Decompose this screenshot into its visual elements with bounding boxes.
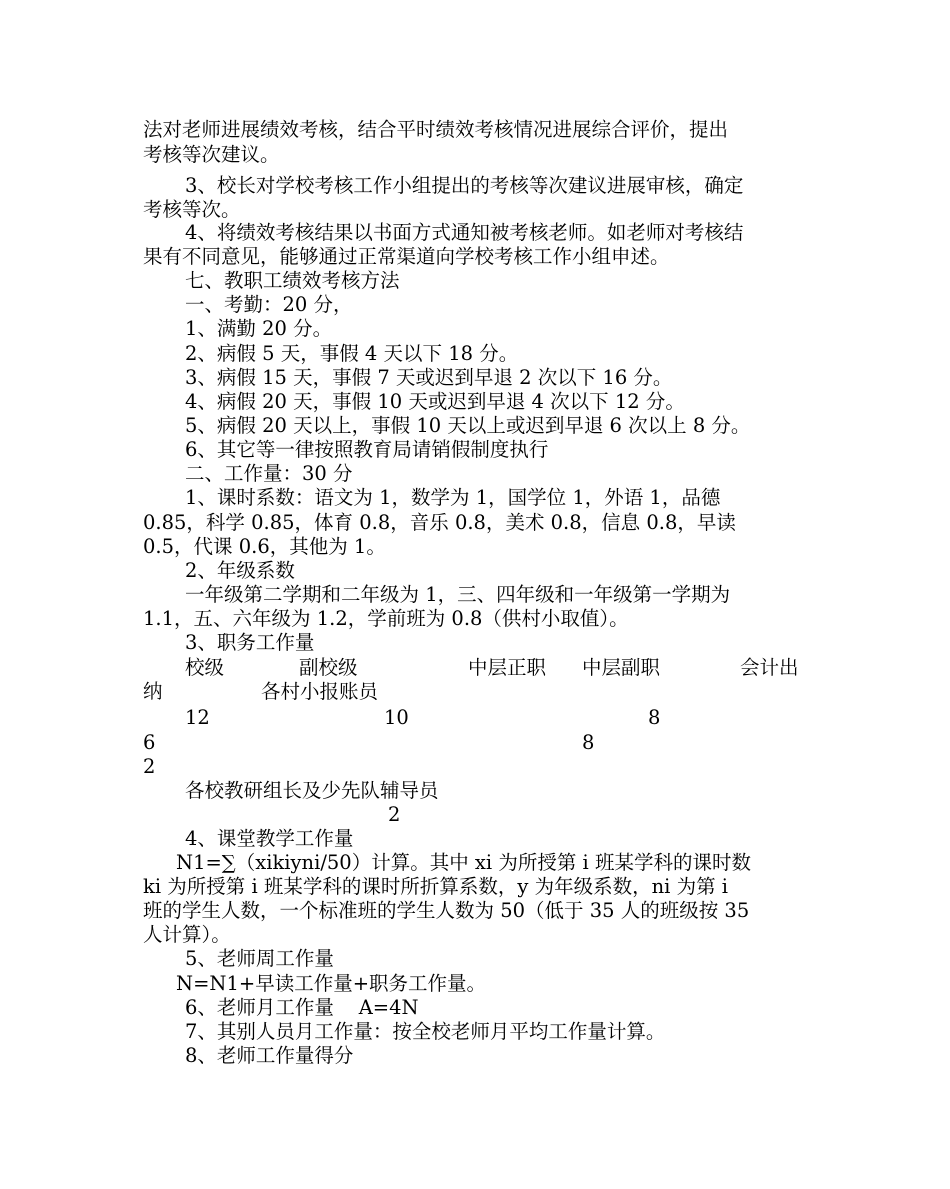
text-line: 7、其别人员月工作量：按全校老师月平均工作量计算。 [185, 1020, 666, 1043]
text-line: 4、课堂教学工作量 [185, 827, 354, 850]
text-line: 班的学生人数，一个标准班的学生人数为 50（低于 35 人的班级按 35 [143, 899, 750, 922]
table-header-cell: 校级 [185, 656, 225, 679]
text-line: 果有不同意见，能够通过正常渠道向学校考核工作小组申述。 [143, 245, 670, 268]
text-line: 4、将绩效考核结果以书面方式通知被考核老师。如老师对考核结 [185, 221, 744, 244]
table-header-cell: 会计出 [740, 656, 799, 679]
table-value-cell: 10 [384, 706, 409, 729]
text-line: 6、其它等一律按照教育局请销假制度执行 [185, 438, 549, 461]
text-line: 1、课时系数：语文为 1，数学为 1，国学位 1，外语 1，品德 [185, 486, 721, 509]
text-line: 2、病假 5 天，事假 4 天以下 18 分。 [185, 342, 519, 365]
table-extra-label: 各校教研组长及少先队辅导员 [185, 779, 439, 802]
section-heading: 七、教职工绩效考核方法 [185, 269, 400, 292]
table-value-cell: 12 [185, 706, 210, 729]
text-line: 5、老师周工作量 [185, 947, 334, 970]
table-value-cell: 2 [143, 755, 156, 778]
text-line: 2、年级系数 [185, 559, 295, 582]
text-line: 1、满勤 20 分。 [185, 317, 333, 340]
text-line: 1.1，五、六年级为 1.2，学前班为 0.8（供村小取值）。 [143, 607, 629, 630]
text-line: 考核等次建议。 [143, 143, 280, 166]
text-line: 4、病假 20 天，事假 10 天或迟到早退 4 次以下 12 分。 [185, 390, 685, 413]
text-line: 0.85，科学 0.85，体育 0.8，音乐 0.8，美术 0.8，信息 0.8，早读 [143, 511, 736, 534]
table-header-cell: 中层正职 [468, 656, 547, 679]
table-header-cell: 纳 [143, 680, 163, 703]
text-line: 5、病假 20 天以上，事假 10 天以上或迟到早退 6 次以上 8 分。 [185, 414, 751, 437]
table-header-cell: 中层副职 [582, 656, 661, 679]
table-value-cell: 6 [143, 731, 156, 754]
table-extra-value: 2 [388, 803, 401, 826]
table-header-cell: 各村小报账员 [261, 680, 379, 703]
table-header-cell: 副校级 [299, 656, 358, 679]
text-line: 3、校长对学校考核工作小组提出的考核等次建议进展审核，确定 [185, 174, 744, 197]
text-line: ki 为所授第 i 班某学科的课时所折算系数，y 为年级系数，ni 为第 i [143, 875, 729, 898]
subsection-heading: 二、工作量：30 分 [185, 462, 353, 485]
formula-line: N=N1+早读工作量+职务工作量。 [176, 972, 487, 995]
text-line: 3、职务工作量 [185, 631, 315, 654]
text-line: 8、老师工作量得分 [185, 1044, 354, 1067]
text-line: 3、病假 15 天，事假 7 天或迟到早退 2 次以下 16 分。 [185, 366, 673, 389]
subsection-heading: 一、考勤：20 分， [185, 293, 353, 316]
table-value-cell: 8 [582, 731, 595, 754]
text-line: 0.5，代课 0.6，其他为 1。 [143, 535, 386, 558]
text-line: 法对老师进展绩效考核，结合平时绩效考核情况进展综合评价，提出 [143, 118, 729, 141]
text-line: 一年级第二学期和二年级为 1，三、四年级和一年级第一学期为 [185, 583, 731, 606]
text-line: 6、老师月工作量 A=4N [185, 996, 419, 1019]
formula-line: N1=∑（xikiyni/50）计算。其中 xi 为所授第 i 班某学科的课时数 [176, 851, 751, 874]
text-line: 考核等次。 [143, 198, 241, 221]
table-value-cell: 8 [648, 706, 661, 729]
text-line: 人计算）。 [143, 923, 231, 946]
